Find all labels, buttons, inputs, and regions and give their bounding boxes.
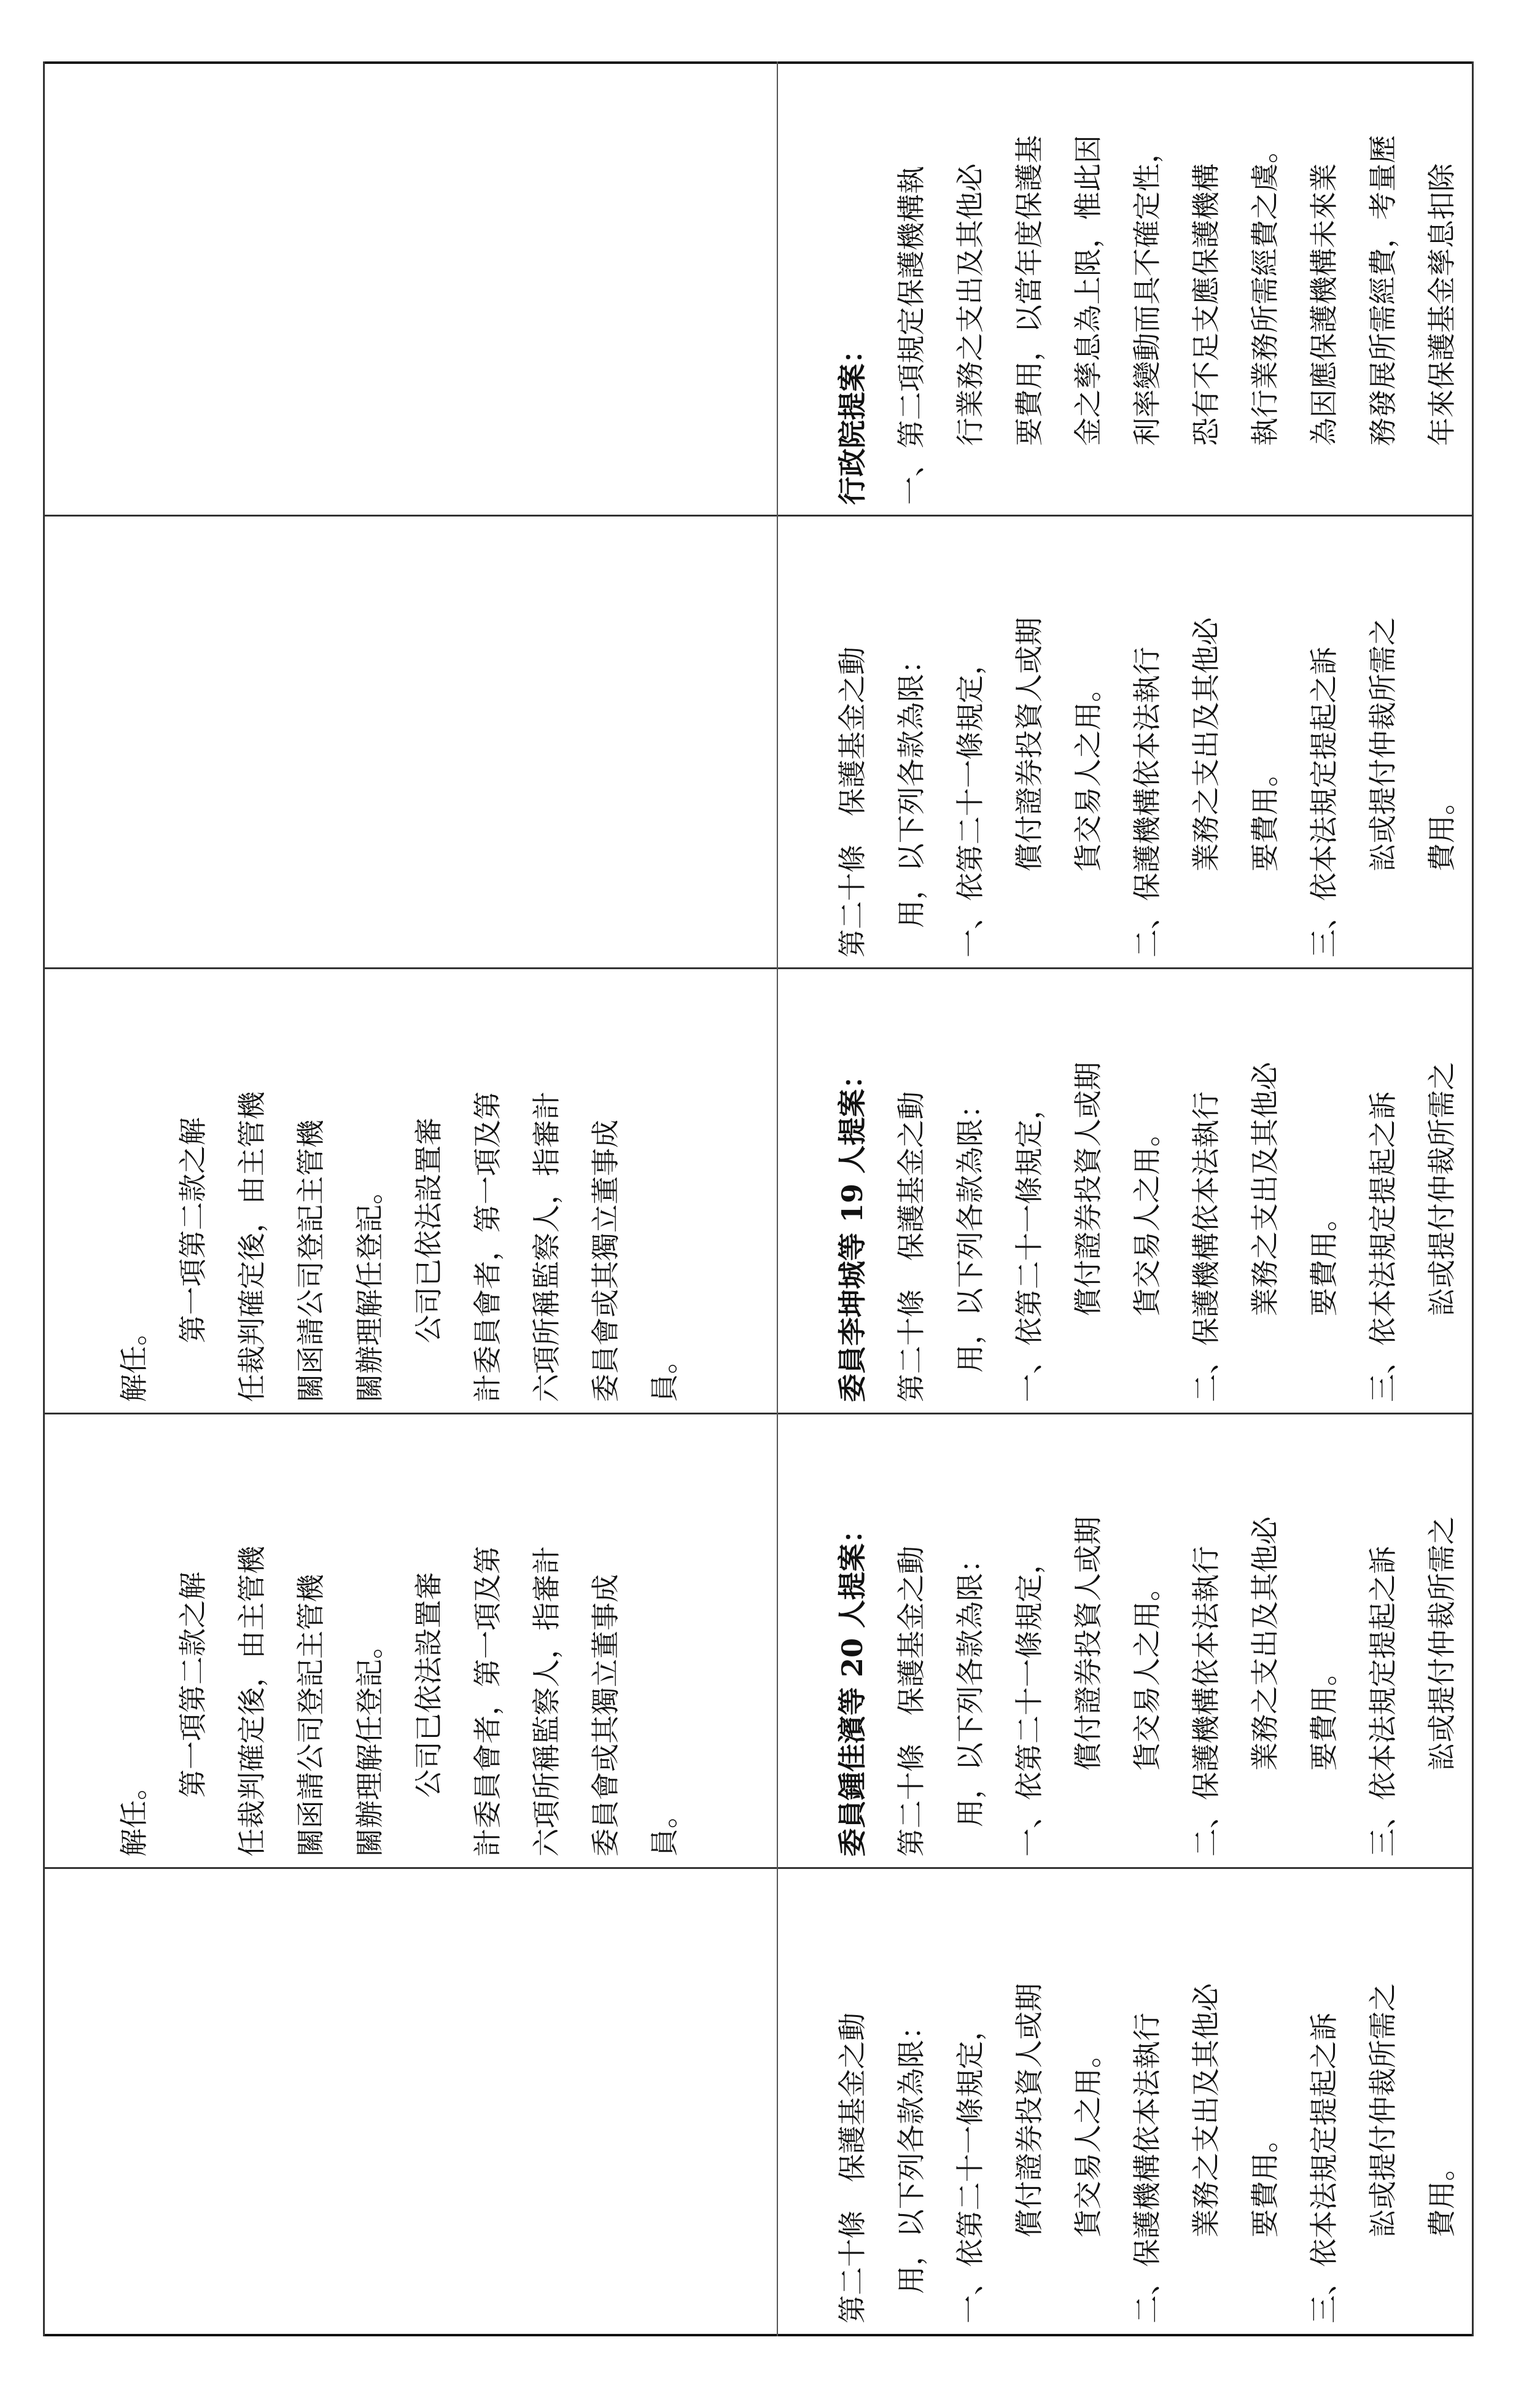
proposal-heading: 委員鍾佳濱等 20 人提案： [836,1515,869,1857]
text-line: 貨交易人之用。 [1071,2040,1105,2237]
text-line: 貨交易人之用。 [1130,1573,1164,1771]
text-line: 業務之支出及其他必 [1189,617,1223,872]
text-line: 為因應保護機構未來業 [1307,163,1340,446]
text-line: 六項所稱監察人，指審計 [530,1091,563,1402]
text-line: 要費用。 [1248,2124,1281,2237]
text-line: 償付證券投資人或期 [1013,617,1046,872]
text-line: 第二十條 保護基金之動 [895,1091,928,1402]
row2-col4-text [823,135,1471,505]
text-line: 業務之支出及其他必 [1248,1516,1281,1771]
text-line: 訟或提付仲裁所需之 [1425,1062,1458,1316]
text-line: 三、依本法規定提起之訴 [1366,1546,1399,1857]
text-line: 關辦理解任登記。 [353,1176,386,1402]
text-line: 委員會或其獨立董事成 [589,1574,622,1857]
text-line: 二、保護機構依本法執行 [1189,1546,1223,1857]
text-line: 一、第二項規定保護機構執 [895,166,928,505]
text-line: 第二十條 保護基金之動 [836,647,869,958]
text-line: 務發展所需經費，考量歷 [1366,135,1399,446]
text-line: 公司已依法設置審 [412,1572,445,1798]
text-line: 關函請公司登記主管機 [294,1120,327,1402]
row1-col2-text [104,1546,694,1857]
text-line: 償付證券投資人或期 [1013,1983,1046,2237]
text-line: 恐有不足支應保護機構 [1189,163,1223,446]
text-line: 償付證券投資人或期 [1071,1062,1105,1316]
text-line: 用，以下列各款為限： [895,2011,928,2294]
bottom-border [43,2334,1474,2336]
text-line: 費用。 [1425,2153,1458,2237]
text-line: 貨交易人之用。 [1071,674,1105,872]
row2-col1-text [823,1515,1471,1857]
row1-col1-text [104,1091,694,1402]
text-line: 二、保護機構依本法執行 [1189,1091,1223,1402]
text-line: 金之孳息為上限，惟此因 [1071,135,1105,446]
text-line: 一、依第二十一條規定， [1013,1546,1046,1857]
text-line: 計委員會者，第一項及第 [471,1546,504,1857]
text-line: 要費用，以當年度保護基 [1013,135,1046,446]
text-line: 行業務之支出及其他必 [954,163,987,446]
text-line: 第一項第二款之解 [176,1117,209,1343]
text-line: 用，以下列各款為限： [895,646,928,928]
text-line: 要費用。 [1307,1658,1340,1771]
proposal-heading: 委員李坤城等 19 人提案： [836,1060,869,1402]
text-line: 一、依第二十一條規定， [954,647,987,958]
text-line: 用，以下列各款為限： [954,1090,987,1373]
text-line: 三、依本法規定提起之訴 [1307,2013,1340,2323]
text-line: 第一項第二款之解 [176,1572,209,1798]
text-line: 年來保護基金孳息扣除 [1425,163,1458,446]
text-line: 員。 [648,1346,681,1402]
text-line: 任裁判確定後，由主管機 [235,1091,268,1402]
row3-col1-text [823,1983,1471,2323]
text-line: 一、依第二十一條規定， [954,2013,987,2323]
text-line: 三、依本法規定提起之訴 [1366,1091,1399,1402]
text-line: 費用。 [1425,787,1458,872]
text-line: 貨交易人之用。 [1130,1118,1164,1316]
text-line: 關函請公司登記主管機 [294,1574,327,1857]
text-line: 用，以下列各款為限： [954,1545,987,1827]
text-line: 二、保護機構依本法執行 [1130,2013,1164,2323]
text-line: 公司已依法設置審 [412,1117,445,1343]
text-line: 利率變動而具不確定性， [1130,135,1164,446]
band-3 [43,969,1474,1413]
text-line: 任裁判確定後，由主管機 [235,1546,268,1857]
text-line: 一、依第二十一條規定， [1013,1091,1046,1402]
text-line: 訟或提付仲裁所需之 [1425,1516,1458,1771]
text-line: 償付證券投資人或期 [1071,1516,1105,1771]
row2-col2-text [823,1061,1471,1402]
text-line: 業務之支出及其他必 [1248,1062,1281,1316]
text-line: 要費用。 [1307,1203,1340,1316]
text-line: 三、依本法規定提起之訴 [1307,647,1340,958]
row2-col3-text [823,617,1471,958]
band-4 [43,517,1474,967]
text-line: 解任。 [117,1772,150,1857]
text-line: 訟或提付仲裁所需之 [1366,617,1399,872]
text-line: 關辦理解任登記。 [353,1631,386,1857]
text-line: 第二十條 保護基金之動 [836,2013,869,2323]
band-2 [43,1414,1474,1867]
proposal-heading: 行政院提案： [836,335,869,505]
text-line: 要費用。 [1248,759,1281,872]
text-line: 訟或提付仲裁所需之 [1366,1983,1399,2237]
band-5 [43,64,1474,515]
text-line: 委員會或其獨立董事成 [589,1120,622,1402]
text-line: 執行業務所需經費之虞。 [1248,135,1281,446]
text-line: 六項所稱監察人，指審計 [530,1546,563,1857]
text-line: 二、保護機構依本法執行 [1130,647,1164,958]
text-line: 計委員會者，第一項及第 [471,1091,504,1402]
text-line: 解任。 [117,1317,150,1402]
text-line: 第二十條 保護基金之動 [895,1546,928,1857]
text-line: 業務之支出及其他必 [1189,1983,1223,2237]
band-rows-row3 [43,1869,1474,2334]
text-line: 員。 [648,1800,681,1857]
